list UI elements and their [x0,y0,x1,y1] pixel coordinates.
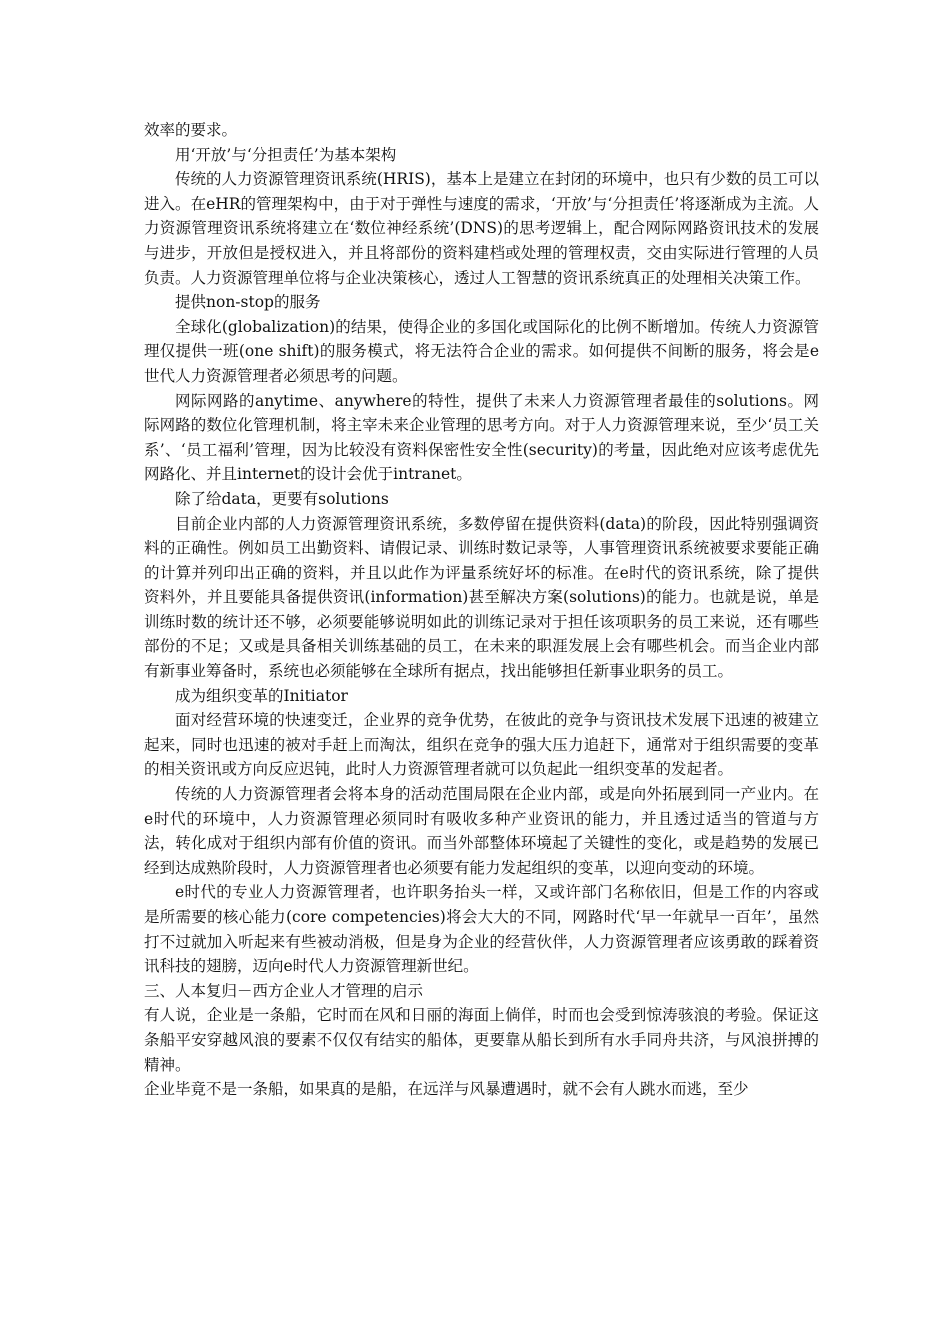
paragraph-change: 面对经营环境的快速变迁，企业界的竞争优势，在彼此的竞争与资讯技术发展下迅速的被建立起来，同时也迅速的被对手赶上而淘汰，组织在竞争的强大压力追赶下，通常对于组织需要的变革的相关资讯或方向反应迟钝，此时人力资源管理者就可以负起此一组织变革的发起者。 [144,711,819,779]
paragraph-globalization: 全球化(globalization)的结果，使得企业的多国化或国际化的比例不断增加。传统人力资源管理仅提供一班(one shift)的服务模式，将无法符合企业的需求。如何提供不间断的服务，将会是e世代人力资源管理者必须思考的问题。 [144,317,819,385]
section-heading-open-architecture: 用‘开放’与‘分担责任’为基本架构 [175,145,397,164]
document-page [144,118,819,1102]
section-heading-initiator: 成为组织变革的Initiator [175,686,348,705]
paragraph-internet: 网际网路的anytime、anywhere的特性，提供了未来人力资源管理者最佳的solutions。网际网路的数位化管理机制，将主宰未来企业管理的思考方向。对于人力资源管理来说，至少‘员工关系’、‘员工福利’管理，因为比较没有资料保密性安全性(security)的考量，因此绝对应该考虑优先网路化、并且internet的设计会优于intranet。 [144,391,819,484]
section-heading-solutions: 除了给data，更要有solutions [175,489,389,508]
paragraph-continuation: 效率的要求。 [144,121,238,139]
paragraph-e-era-hr: e时代的专业人力资源管理者，也许职务抬头一样，又或许部门名称依旧，但是工作的内容或是所需要的核心能力(core competencies)将会大大的不同，网路时代‘早一年就早一百年’，虽然打不过就加入听起来有些被动消极，但是身为企业的经营伙伴，人力资源管理者应该勇敢的踩着资讯科技的翅膀，迈向e时代人力资源管理新世纪。 [144,883,819,976]
paragraph-data-solutions: 目前企业内部的人力资源管理资讯系统，多数停留在提供资料(data)的阶段，因此特别强调资料的正确性。例如员工出勤资料、请假记录、训练时数记录等，人事管理资讯系统被要求要能正确的计算并列印出正确的资料，并且以此作为评量系统好坏的标准。在e时代的资讯系统，除了提供资料外，并且要能具备提供资讯(information)甚至解决方案(solutions)的能力。也就是说，单是训练时数的统计还不够，必须要能够说明如此的训练记录对于担任该项职务的员工来说，还有哪些部份的不足；又或是具备相关训练基础的员工，在未来的职涯发展上会有哪些机会。而当企业内部有新事业筹备时，系统也必须能够在全球所有据点，找出能够担任新事业职务的员工。 [144,514,819,681]
section-heading-non-stop: 提供non-stop的服务 [175,293,321,312]
paragraph-traditional-hr: 传统的人力资源管理者会将本身的活动范围局限在企业内部，或是向外拓展到同一产业内。在e时代的环境中，人力资源管理必须同时有吸收多种产业资讯的能力，并且透过适当的管道与方法，转化成对于组织内部有价值的资讯。而当外部整体环境起了关键性的变化，或是趋势的发展已经到达成熟阶段时，人力资源管理者也必须要有能力发起组织的变革，以迎向变动的环境。 [144,785,819,877]
chapter-heading-three: 三、人本复归－西方企业人才管理的启示 [144,981,424,1000]
paragraph-hris: 传统的人力资源管理资讯系统(HRIS)，基本上是建立在封闭的环境中，也只有少数的员工可以进入。在eHR的管理架构中，由于对于弹性与速度的需求，‘开放’与‘分担责任’将逐渐成为主流。人力资源管理资讯系统将建立在‘数位神经系统’(DNS)的思考逻辑上，配合网际网路资讯技术的发展与进步，开放但是授权进入，并且将部份的资料建档或处理的管理权责，交由实际进行管理的人员负责。人力资源管理单位将与企业决策核心，透过人工智慧的资讯系统真正的处理相关决策工作。 [144,170,819,287]
paragraph-ship-continued: 企业毕竟不是一条船，如果真的是船，在远洋与风暴遭遇时，就不会有人跳水而逃，至少 [144,1080,749,1099]
paragraph-ship-metaphor: 有人说，企业是一条船，它时而在风和日丽的海面上倘佯，时而也会受到惊涛骇浪的考验。保证这条船平安穿越风浪的要素不仅仅有结实的船体，更要靠从船长到所有水手同舟共济，与风浪拼搏的精神。 [144,1006,819,1074]
